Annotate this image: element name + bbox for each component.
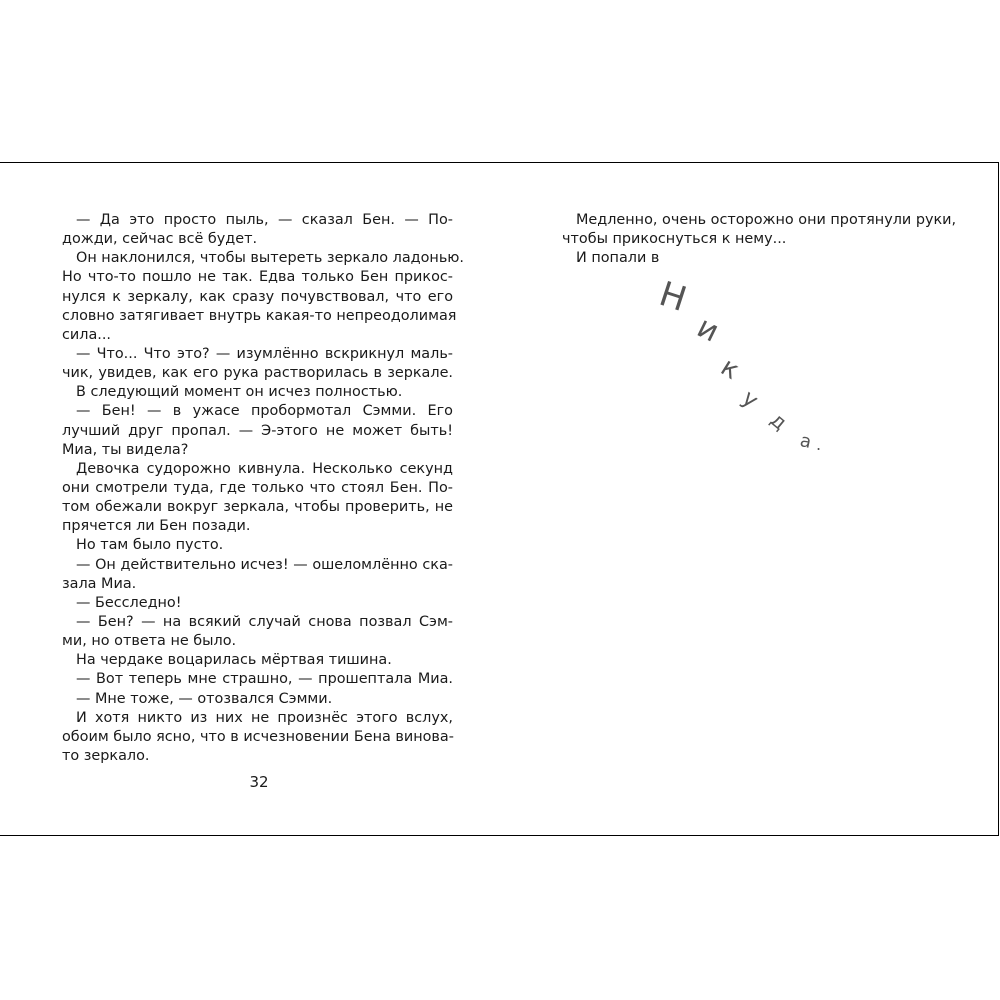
text-line: В следующий момент он исчез полностью. — [76, 384, 403, 401]
text-line: прячется ли Бен позади. — [62, 518, 251, 535]
text-line: — Бесследно! — [76, 594, 182, 611]
text-line: — Что... Что это? — изумлённо вскрикнул маль- — [76, 345, 453, 362]
text-line: Медленно, очень осторожно они протянули руки, — [576, 212, 957, 228]
falling-letter: у — [736, 385, 763, 414]
text-line: — Да это просто пыль, — сказал Бен. — По- — [76, 212, 453, 228]
text-line: И попали в — [576, 250, 660, 267]
text-line: дожди, сейчас всё будет. — [62, 231, 258, 248]
text-line: Миа, ты видела? — [62, 441, 189, 458]
text-line: Девочка судорожно кивнула. Несколько секунд — [76, 460, 453, 477]
book-spread — [0, 162, 999, 836]
text-line: сила... — [62, 326, 112, 343]
text-line: — Он действительно исчез! — ошеломлённо ска- — [76, 556, 453, 573]
text-line: ми, но ответа не было. — [62, 633, 237, 650]
falling-letter: а — [798, 430, 814, 453]
falling-letter: Н — [654, 274, 692, 320]
text-line: обоим было ясно, что в исчезновении Бена винова- — [62, 728, 454, 745]
left-page-text — [62, 211, 464, 766]
text-line: На чердаке воцарилась мёртвая тишина. — [76, 652, 392, 669]
text-line: зала Миа. — [62, 575, 137, 592]
text-line: чтобы прикоснуться к нему... — [562, 231, 787, 248]
text-line: они смотрели туда, где только что стоял Бен. По- — [62, 479, 453, 496]
text-line: Он наклонился, чтобы вытереть зеркало ладонью. — [76, 250, 464, 267]
text-line: Но что-то пошло не так. Едва только Бен прикос- — [62, 269, 453, 286]
text-line: Но там было пусто. — [76, 537, 224, 554]
left-page — [0, 163, 500, 835]
right-page — [500, 163, 998, 835]
text-line: том обежали вокруг зеркала, чтобы проверить, не — [62, 499, 453, 516]
text-line: — Вот теперь мне страшно, — прошептала Миа. — [76, 671, 453, 688]
text-line: лучший друг пропал. — Э-этого не может быть! — [62, 422, 453, 439]
text-line: то зеркало. — [62, 747, 150, 764]
text-line: И хотя никто из них не произнёс этого вслух, — [76, 709, 453, 726]
text-line: — Мне тоже, — отозвался Сэмми. — [76, 690, 333, 707]
right-page-text — [562, 211, 957, 268]
falling-letter: . — [816, 435, 822, 454]
page-number: 32 — [249, 773, 269, 791]
text-line: чик, увидев, как его рука растворилась в зеркале. — [62, 365, 453, 382]
text-line: — Бен! — в ужасе пробормотал Сэмми. Его — [76, 403, 453, 420]
falling-letter: к — [715, 352, 745, 386]
text-line: словно затягивает внутрь какая-то непреодолимая — [62, 307, 457, 324]
text-line: нулся к зеркалу, как сразу почувствовал, что его — [62, 288, 453, 305]
text-line: — Бен? — на всякий случай снова позвал Сэм- — [76, 613, 453, 630]
falling-letter: д — [765, 407, 792, 435]
falling-letter: и — [691, 309, 725, 350]
